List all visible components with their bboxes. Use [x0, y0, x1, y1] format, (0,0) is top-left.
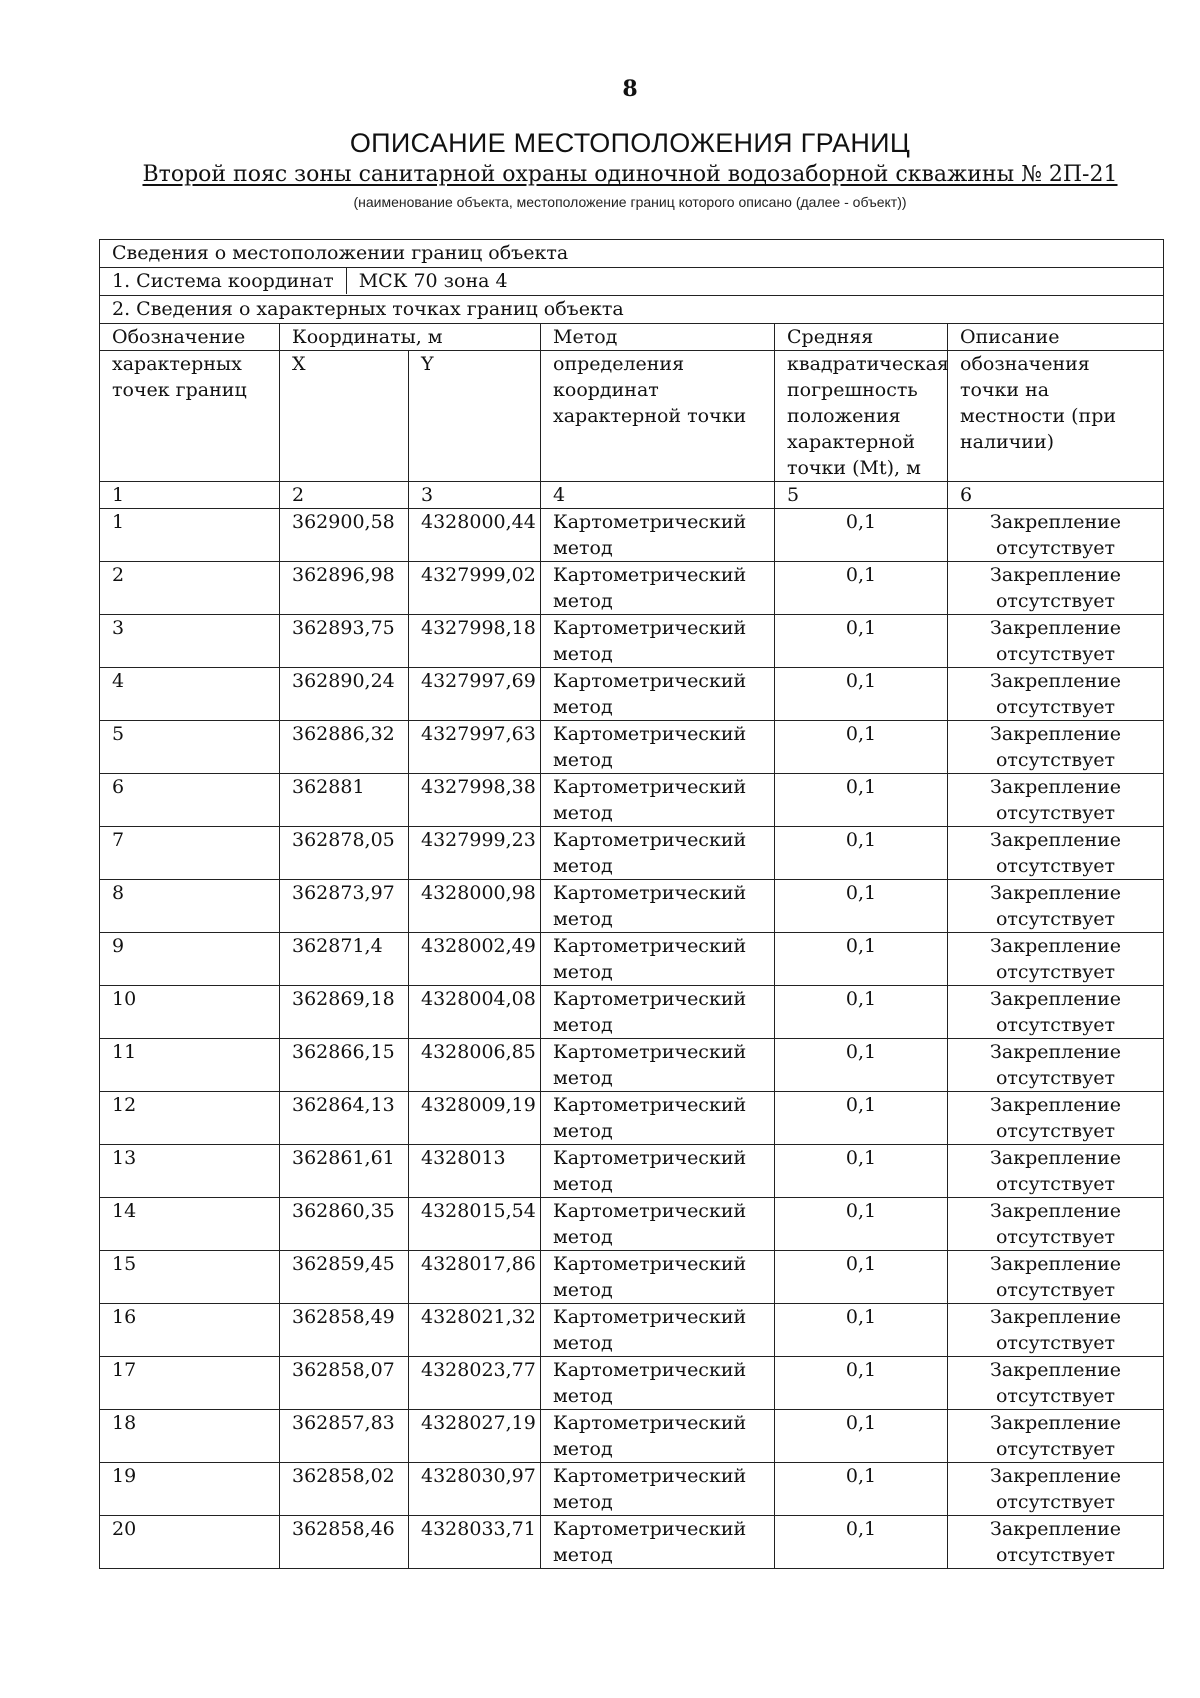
- method: Картометрический метод: [541, 933, 775, 986]
- description: Закрепление отсутствует: [948, 1251, 1164, 1304]
- method: Картометрический метод: [541, 721, 775, 774]
- mean-error: 0,1: [775, 1251, 948, 1304]
- description: Закрепление отсутствует: [948, 1039, 1164, 1092]
- description: Закрепление отсутствует: [948, 721, 1164, 774]
- mean-error: 0,1: [775, 827, 948, 880]
- coord-y: 4328009,19: [409, 1092, 541, 1145]
- method: Картометрический метод: [541, 1410, 775, 1463]
- points-section-title: 2. Сведения о характерных точках границ объекта: [100, 296, 1164, 324]
- description: Закрепление отсутствует: [948, 509, 1164, 562]
- document-caption: (наименование объекта, местоположение границ которого описано (далее - объект)): [353, 194, 907, 210]
- mean-error: 0,1: [775, 880, 948, 933]
- document-title: ОПИСАНИЕ МЕСТОПОЛОЖЕНИЯ ГРАНИЦ: [349, 128, 911, 158]
- object-name: Второй пояс зоны санитарной охраны одиночной водозаборной скважины № 2П-21: [142, 162, 1118, 187]
- point-number: 20: [100, 1516, 280, 1569]
- coord-system-row: [100, 268, 1164, 296]
- coord-x: 362900,58: [280, 509, 409, 562]
- method: Картометрический метод: [541, 1304, 775, 1357]
- table-row: [100, 986, 1164, 1039]
- mean-error: 0,1: [775, 509, 948, 562]
- method: Картометрический метод: [541, 509, 775, 562]
- point-number: 11: [100, 1039, 280, 1092]
- description: Закрепление отсутствует: [948, 1357, 1164, 1410]
- mean-error: 0,1: [775, 1092, 948, 1145]
- table-row: [100, 562, 1164, 615]
- point-number: 9: [100, 933, 280, 986]
- description: Закрепление отсутствует: [948, 827, 1164, 880]
- method: Картометрический метод: [541, 1251, 775, 1304]
- method: Картометрический метод: [541, 1092, 775, 1145]
- coord-y: 4328013: [409, 1145, 541, 1198]
- table-row: [100, 615, 1164, 668]
- coord-x: 362866,15: [280, 1039, 409, 1092]
- coord-y: 4327999,02: [409, 562, 541, 615]
- point-number: 18: [100, 1410, 280, 1463]
- table-row: [100, 509, 1164, 562]
- coord-x: 362858,46: [280, 1516, 409, 1569]
- header-description: Описание: [948, 324, 1164, 351]
- column-number-row: [100, 482, 1164, 509]
- method: Картометрический метод: [541, 1516, 775, 1569]
- coord-x: 362873,97: [280, 880, 409, 933]
- header-designation: Обозначение: [100, 324, 280, 351]
- description: Закрепление отсутствует: [948, 933, 1164, 986]
- mean-error: 0,1: [775, 986, 948, 1039]
- coord-y: 4328004,08: [409, 986, 541, 1039]
- coord-y: 4328000,44: [409, 509, 541, 562]
- description: Закрепление отсутствует: [948, 615, 1164, 668]
- point-number: 5: [100, 721, 280, 774]
- coord-x: 362871,4: [280, 933, 409, 986]
- mean-error: 0,1: [775, 774, 948, 827]
- coord-y: 4327999,23: [409, 827, 541, 880]
- table-row: [100, 880, 1164, 933]
- coord-y: 4328033,71: [409, 1516, 541, 1569]
- mean-error: 0,1: [775, 1516, 948, 1569]
- table-row: [100, 1410, 1164, 1463]
- point-number: 14: [100, 1198, 280, 1251]
- column-number: 6: [948, 482, 1164, 509]
- point-number: 16: [100, 1304, 280, 1357]
- point-number: 19: [100, 1463, 280, 1516]
- point-number: 4: [100, 668, 280, 721]
- header-coordinates: Координаты, м: [280, 324, 541, 351]
- table-row: [100, 1145, 1164, 1198]
- point-number: 13: [100, 1145, 280, 1198]
- boundary-points-table: [99, 239, 1164, 1569]
- table-row: [100, 1304, 1164, 1357]
- point-number: 17: [100, 1357, 280, 1410]
- mean-error: 0,1: [775, 933, 948, 986]
- coord-y: 4328002,49: [409, 933, 541, 986]
- table-row: [100, 1039, 1164, 1092]
- coord-system-label: 1. Система координат: [112, 268, 347, 294]
- coord-x: 362864,13: [280, 1092, 409, 1145]
- description: Закрепление отсутствует: [948, 1410, 1164, 1463]
- table-row: [100, 1357, 1164, 1410]
- column-number: 2: [280, 482, 409, 509]
- method: Картометрический метод: [541, 1198, 775, 1251]
- description: Закрепление отсутствует: [948, 1516, 1164, 1569]
- mean-error: 0,1: [775, 1145, 948, 1198]
- method: Картометрический метод: [541, 562, 775, 615]
- mean-error: 0,1: [775, 1039, 948, 1092]
- description: Закрепление отсутствует: [948, 1463, 1164, 1516]
- coord-system-value: МСК 70 зона 4: [358, 270, 508, 292]
- method: Картометрический метод: [541, 1039, 775, 1092]
- point-number: 6: [100, 774, 280, 827]
- section-title: Сведения о местоположении границ объекта: [100, 240, 1164, 268]
- header-method-cont: определения координат характерной точки: [541, 351, 775, 482]
- header-description-cont: обозначения точки на местности (при наличии): [948, 351, 1164, 482]
- method: Картометрический метод: [541, 880, 775, 933]
- mean-error: 0,1: [775, 1198, 948, 1251]
- coord-x: 362858,02: [280, 1463, 409, 1516]
- coord-y: 4328015,54: [409, 1198, 541, 1251]
- table-row: [100, 827, 1164, 880]
- coord-x: 362878,05: [280, 827, 409, 880]
- coord-y: 4328021,32: [409, 1304, 541, 1357]
- method: Картометрический метод: [541, 1357, 775, 1410]
- coord-x: 362861,61: [280, 1145, 409, 1198]
- mean-error: 0,1: [775, 615, 948, 668]
- coord-x: 362886,32: [280, 721, 409, 774]
- table-row: [100, 1251, 1164, 1304]
- point-number: 15: [100, 1251, 280, 1304]
- description: Закрепление отсутствует: [948, 1092, 1164, 1145]
- table-row: [100, 668, 1164, 721]
- coord-x: 362859,45: [280, 1251, 409, 1304]
- point-number: 2: [100, 562, 280, 615]
- column-number: 1: [100, 482, 280, 509]
- method: Картометрический метод: [541, 1463, 775, 1516]
- coord-y: 4327998,38: [409, 774, 541, 827]
- method: Картометрический метод: [541, 615, 775, 668]
- coord-x: 362860,35: [280, 1198, 409, 1251]
- coord-x: 362881: [280, 774, 409, 827]
- table-row: [100, 1198, 1164, 1251]
- coord-x: 362858,07: [280, 1357, 409, 1410]
- point-number: 3: [100, 615, 280, 668]
- description: Закрепление отсутствует: [948, 562, 1164, 615]
- page-number: 8: [622, 76, 638, 102]
- table-row: [100, 721, 1164, 774]
- header-designation-cont: характерных точек границ: [100, 351, 280, 482]
- coord-y: 4328000,98: [409, 880, 541, 933]
- point-number: 8: [100, 880, 280, 933]
- column-number: 4: [541, 482, 775, 509]
- table-row: [100, 933, 1164, 986]
- coord-y: 4328027,19: [409, 1410, 541, 1463]
- description: Закрепление отсутствует: [948, 1198, 1164, 1251]
- mean-error: 0,1: [775, 668, 948, 721]
- coord-x: 362857,83: [280, 1410, 409, 1463]
- method: Картометрический метод: [541, 827, 775, 880]
- table-row: [100, 774, 1164, 827]
- method: Картометрический метод: [541, 1145, 775, 1198]
- coord-x: 362893,75: [280, 615, 409, 668]
- mean-error: 0,1: [775, 562, 948, 615]
- method: Картометрический метод: [541, 774, 775, 827]
- coord-x: 362890,24: [280, 668, 409, 721]
- header-error-cont: квадратическая погрешность положения характерной точки (Mt), м: [775, 351, 948, 482]
- method: Картометрический метод: [541, 668, 775, 721]
- point-number: 7: [100, 827, 280, 880]
- header-x: X: [280, 351, 409, 482]
- header-method: Метод: [541, 324, 775, 351]
- coord-x: 362858,49: [280, 1304, 409, 1357]
- coord-y: 4328030,97: [409, 1463, 541, 1516]
- description: Закрепление отсутствует: [948, 880, 1164, 933]
- table-row: [100, 1516, 1164, 1569]
- description: Закрепление отсутствует: [948, 986, 1164, 1039]
- coord-y: 4327998,18: [409, 615, 541, 668]
- description: Закрепление отсутствует: [948, 668, 1164, 721]
- description: Закрепление отсутствует: [948, 774, 1164, 827]
- coord-y: 4327997,63: [409, 721, 541, 774]
- column-number: 3: [409, 482, 541, 509]
- mean-error: 0,1: [775, 1463, 948, 1516]
- column-number: 5: [775, 482, 948, 509]
- point-number: 1: [100, 509, 280, 562]
- coord-y: 4327997,69: [409, 668, 541, 721]
- coord-x: 362896,98: [280, 562, 409, 615]
- coord-y: 4328006,85: [409, 1039, 541, 1092]
- header-error: Средняя: [775, 324, 948, 351]
- document-subtitle: [0, 162, 1200, 187]
- coord-y: 4328017,86: [409, 1251, 541, 1304]
- point-number: 10: [100, 986, 280, 1039]
- description: Закрепление отсутствует: [948, 1145, 1164, 1198]
- mean-error: 0,1: [775, 721, 948, 774]
- mean-error: 0,1: [775, 1304, 948, 1357]
- mean-error: 0,1: [775, 1357, 948, 1410]
- description: Закрепление отсутствует: [948, 1304, 1164, 1357]
- point-number: 12: [100, 1092, 280, 1145]
- method: Картометрический метод: [541, 986, 775, 1039]
- table-row: [100, 1092, 1164, 1145]
- table-row: [100, 1463, 1164, 1516]
- coord-x: 362869,18: [280, 986, 409, 1039]
- header-y: Y: [409, 351, 541, 482]
- coord-y: 4328023,77: [409, 1357, 541, 1410]
- mean-error: 0,1: [775, 1410, 948, 1463]
